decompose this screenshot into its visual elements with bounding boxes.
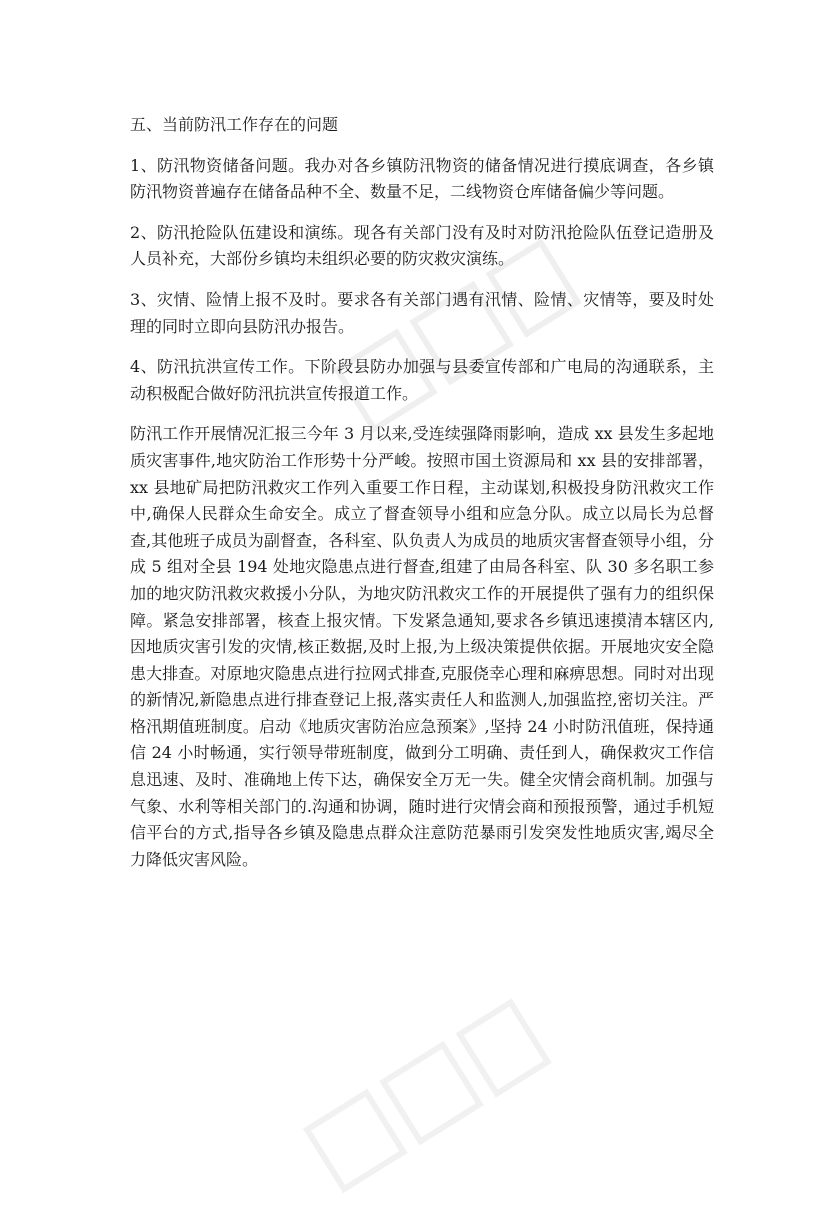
issue-item-3: 3、灾情、险情上报不及时。要求各有关部门遇有汛情、险情、灾情等，要及时处理的同时立即向县防汛办报告。 [130,289,714,336]
issue-item-1: 1、防汛物资储备问题。我办对各乡镇防汛物资的储备情况进行摸底调查，各乡镇防汛物资普遍存在储备品种不全、数量不足，二线物资仓库储备偏少等问题。 [130,155,714,202]
issue-item-2: 2、防汛抢险队伍建设和演练。现各有关部门没有及时对防汛抢险队伍登记造册及人员补充，大部份乡镇均未组织必要的防灾救灾演练。 [130,222,714,269]
work-report-paragraph: 防汛工作开展情况汇报三今年 3 月以来,受连续强降雨影响，造成 xx 县发生多起地质灾害事件,地灾防治工作形势十分严峻。按照市国土资源局和 xx 县的安排部署，xx 县地矿局把防汛救灾工作列入重要工作日程，主动谋划,积极投身防汛救灾工作中,确保人民群众生命安全。成立了督查领导小组和应急分队。成立以局长为总督查,其他班子成员为副督查，各科室、队负责人为成员的地质灾害督查领导小组，分成 5 组对全县 194 处地灾隐患点进行督查,组建了由局各科室、队 30 多名职工参加的地灾防汛救灾救援小分队，为地灾防汛救灾工作的开展提供了强有力的组织保障。紧急安排部署，核查上报灾情。下发紧急通知,要求各乡镇迅速摸清本辖区内,因地质灾害引发的灾情,核正数据,及时上报,为上级决策提供依据。开展地灾安全隐患大排查。对原地灾隐患点进行拉网式排查,克服侥幸心理和麻痹思想。同时对出现的新情况,新隐患点进行排查登记上报,落实责任人和监测人,加强监控,密切关注。严格汛期值班制度。启动《地质灾害防治应急预案》,坚持 24 小时防汛值班，保持通信 24 小时畅通，实行领导带班制度，做到分工明确、责任到人，确保救灾工作信息迅速、及时、准确地上传下达，确保安全万无一失。健全灾情会商机制。加强与气象、水利等相关部门的.沟通和协调，随时进行灾情会商和预报预警，通过手机短信平台的方式,指导各乡镇及隐患点群众注意防范暴雨引发突发性地质灾害,竭尽全力降低灾害风险。 [130,424,714,869]
issue-item-4: 4、防汛抗洪宣传工作。下阶段县防办加强与县委宣传部和广电局的沟通联系，主动积极配合做好防汛抗洪宣传报道工作。 [130,357,714,403]
watermark-icon [288,980,572,1220]
section-title: 五、当前防汛工作存在的问题 [130,115,339,134]
document-body [130,112,714,873]
